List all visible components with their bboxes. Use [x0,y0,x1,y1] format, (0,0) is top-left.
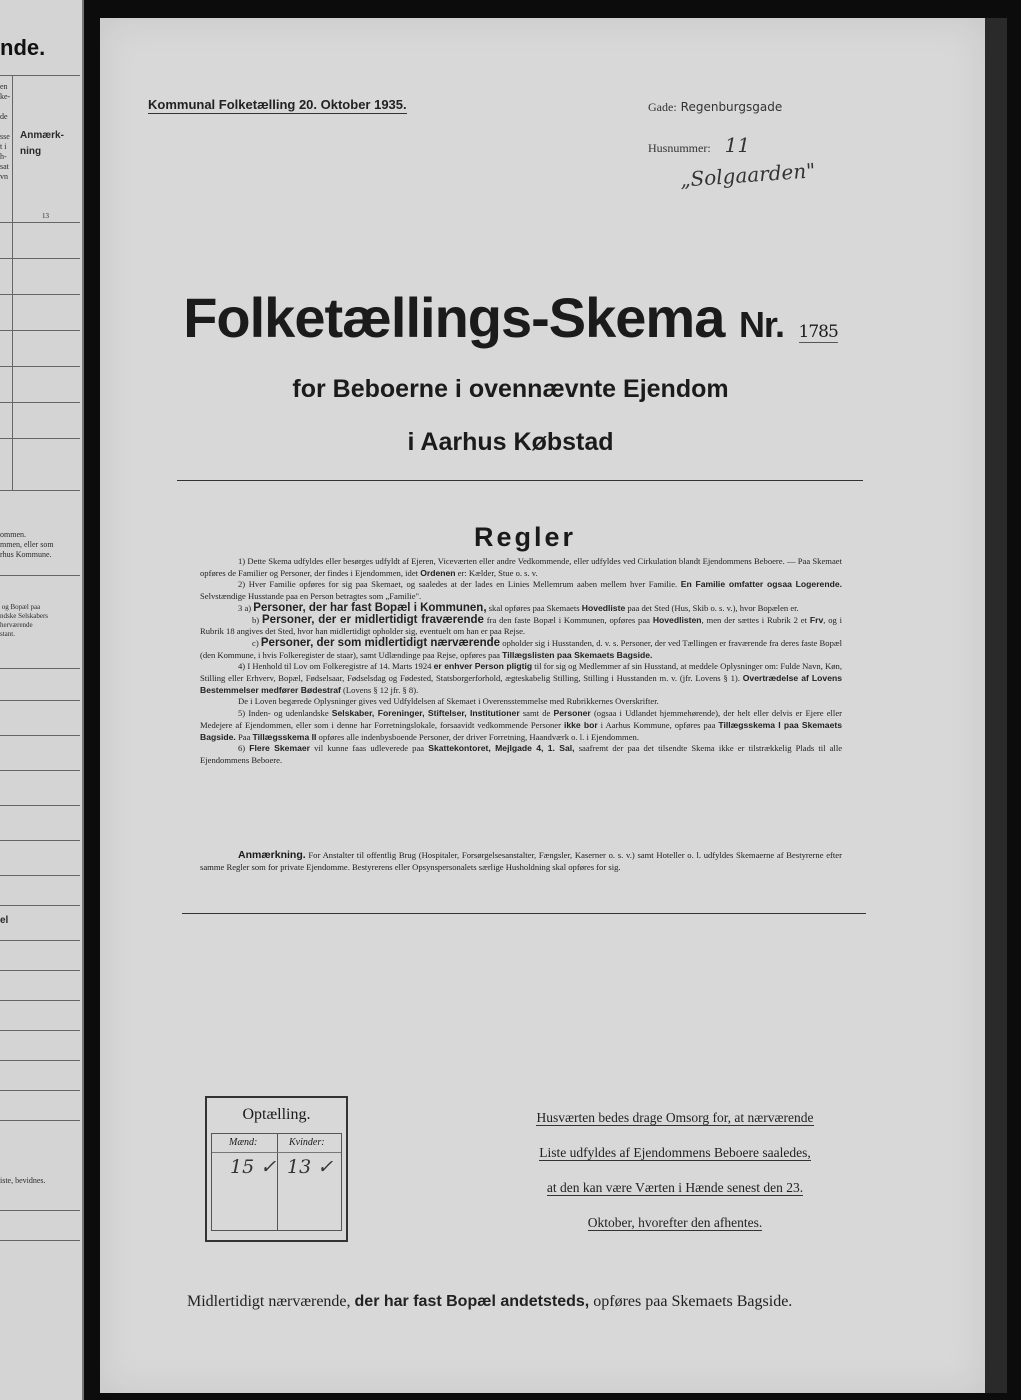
left-row-line [0,668,80,669]
rule-4: 4) I Henhold til Lov om Folkeregistre af 14. Marts 1924 er enhver Person pligtig til for sig og Medlemmer af sin Husstand, at meddele Oplysninger om: Fulde Navn, Køn, Stilling eller Erhverv, Bopæl, Fødselsaar, Fødselsdag og Fødested, Statsborgerforhold, ægteskabelig Stilling, Stilling i Husstanden m. v. (jfr. Lovens § 1). Overtrædelse af Lovens Bestemmelser medfører Bødestraf (Lovens § 12 jfr. § 8). [200,661,842,695]
notice-line: Oktober, hvorefter den afhentes. [587,1215,763,1230]
left-row-line [0,1060,80,1061]
rule-3a: 3 a) Personer, der har fast Bopæl i Kommunen, skal opføres paa Skemaets Hovedliste paa det Sted (Hus, Skib o. s. v.), hvor Bopælen er. [238,601,799,614]
left-fragment-text: ommen. mmen, eller som rhus Kommune. [0,530,54,559]
form-title [0,285,1021,350]
left-page-fragment [0,0,84,1400]
left-row-line [0,1090,80,1091]
remark-text: For Anstalter til offentlig Brug (Hospitaler, Forsørgelsesanstalter, Fængsler, Kaserner o. s. v.) samt Hoteller o. l. udfyldes Skemaerne af Bestyrerne efter samme Regler som for private Ejendomme. Bestyrerens eller Opsynspersonalets særlige Husholdning skal opføres for sig. [200,850,842,872]
rules-heading: Regler [473,522,577,552]
count-title: Optælling. [242,1106,311,1123]
left-column-number: 13 [42,212,49,220]
remark-label: Anmærkning. [238,849,306,861]
footer-bold-text: der har fast Bopæl andetsteds, [354,1293,590,1310]
form-subtitle-city: i Aarhus Købstad [407,428,614,456]
rule-6: 6) Flere Skemaer vil kunne faas udleverede paa Skattekontoret, Mejlgade 4, 1. Sal, saafremt der paa det tilsendte Skema ikke er tilstrækkelig Plads til alle Ejendommens Beboere. [200,743,843,765]
left-row-line [0,1000,80,1001]
building-name: „Solgaarden" [679,158,817,192]
left-fragment-text: iste, bevidnes. [0,1176,46,1185]
rule-3b: b) Personer, der er midlertidigt fraværende fra den faste Bopæl i Kommunen, opføres paa Hovedlisten, men der sættes i Rubrik 2 et Frv, og i Rubrik 18 angives det Sted, hvor han midlertidigt opholder sig, eventuelt om han er paa Rejse. [200,613,843,637]
count-box [205,1096,348,1242]
count-divider [277,1134,278,1230]
footer-text: opføres paa Skemaets Bagside. [589,1293,793,1310]
men-label: Mænd: [229,1137,258,1148]
rule-3c: c) Personer, der som midlertidigt nærværende opholder sig i Husstanden, d. v. s. Personer, der ved Tællingen er fraværende fra deres faste Bopæl (den Kommune, i hvis Folkeregister de staar), samt Udlændinge paa Rejse, opføres paa Tillægslisten paa Skemaets Bagside. [200,636,842,660]
form-number: 1785 [798,322,838,342]
form-title-text: Folketællings-Skema [183,286,725,349]
landlord-notice [505,1100,845,1240]
left-row-line [0,770,80,771]
count-table [211,1133,342,1231]
women-count: 13 ✓ [287,1156,334,1178]
rule-1: 1) Dette Skema udfyldes eller besørges udfyldt af Ejeren, Viceværten eller andre Vedkommende, eller udfyldes ved Cirkulation blandt Ejendommens Beboere. — Paa Skemaet opføres de Familier og Personer, der findes i Ejendommen, idet Ordenen er: Kælder, Stue o. s. v. [200,556,842,578]
census-header: Kommunal Folketælling 20. Oktober 1935. [148,97,407,112]
men-count: 15 ✓ [230,1156,277,1178]
rules-body [200,556,842,767]
left-fragment-text: el [0,915,9,926]
left-column-header: Anmærk- ning [20,130,64,157]
form-nr-label: Nr. [738,304,784,345]
left-row-line [0,222,80,223]
left-row-line [0,258,80,259]
rule-4-continued: De i Loven begærede Oplysninger gives ved Udfyldelsen af Skemaet i Overensstemmelse med Rubrikkernes Overskrifter. [238,696,659,707]
left-row-line [0,366,80,367]
women-label: Kvinder: [289,1137,325,1148]
footer-note [187,1293,792,1311]
notice-line: Husværten bedes drage Omsorg for, at nærværende [536,1110,814,1125]
street-label: Gade: [648,100,677,114]
left-page-title: nde. [0,35,46,60]
street-field [648,98,782,116]
left-column-label: en ke- de sse t i h- sat vn [0,82,11,181]
form-subtitle: for Beboerne i ovennævnte Ejendom [292,375,729,403]
left-row-line [0,735,80,736]
remark-note [200,850,842,873]
house-number-field [648,133,750,157]
left-row-line [0,940,80,941]
rule-2: 2) Hver Familie opføres for sig paa Skemaet, og saaledes at der lades en Linies Mellemrum aaben mellem hver Familie. En Familie omfatter ogsaa Logerende. Selvstændige Husstande paa en Person betragtes som „Familie". [200,579,842,602]
left-row-line [0,970,80,971]
notice-line: at den kan være Værten i Hænde senest den 23. [546,1180,804,1195]
left-row-line [0,1240,80,1241]
left-fragment-text: og Bopæl paa ndske Selskabers herværende stant. [0,603,49,638]
divider [182,913,866,914]
street-value: Regenburgsgade [680,100,783,114]
left-row-line [0,805,80,806]
divider [177,480,863,481]
page-edge [985,18,1007,1393]
count-divider [212,1152,341,1153]
house-number-value: 11 [724,133,751,157]
left-row-line [0,490,80,491]
left-row-line [0,905,80,906]
notice-line: Liste udfyldes af Ejendommens Beboere saaledes, [539,1145,811,1160]
left-row-line [0,875,80,876]
left-row-line [0,1120,80,1121]
left-row-line [0,700,80,701]
house-number-label: Husnummer: [648,141,711,155]
left-row-line [0,840,80,841]
left-row-line [0,1210,80,1211]
left-row-line [0,575,80,576]
footer-text: Midlertidigt nærværende, [187,1293,355,1310]
left-row-line [0,1030,80,1031]
rule-5: 5) Inden- og udenlandske Selskaber, Foreninger, Stiftelser, Institutioner samt de Personer (ogsaa i Udlandet hjemmehørende), der helt eller delvis er Ejere eller Medejere af Ejendommen, eller som i denne har Forretningslokale, forsaavidt vedkommende Personer ikke bor i Aarhus Kommune, opføres paa Tillægsskema I paa Skemaets Bagside. Paa Tillægsskema II opføres alle indenbysboende Personer, der driver Forretning, Haandværk o. l. i Ejendommen. [200,708,842,742]
